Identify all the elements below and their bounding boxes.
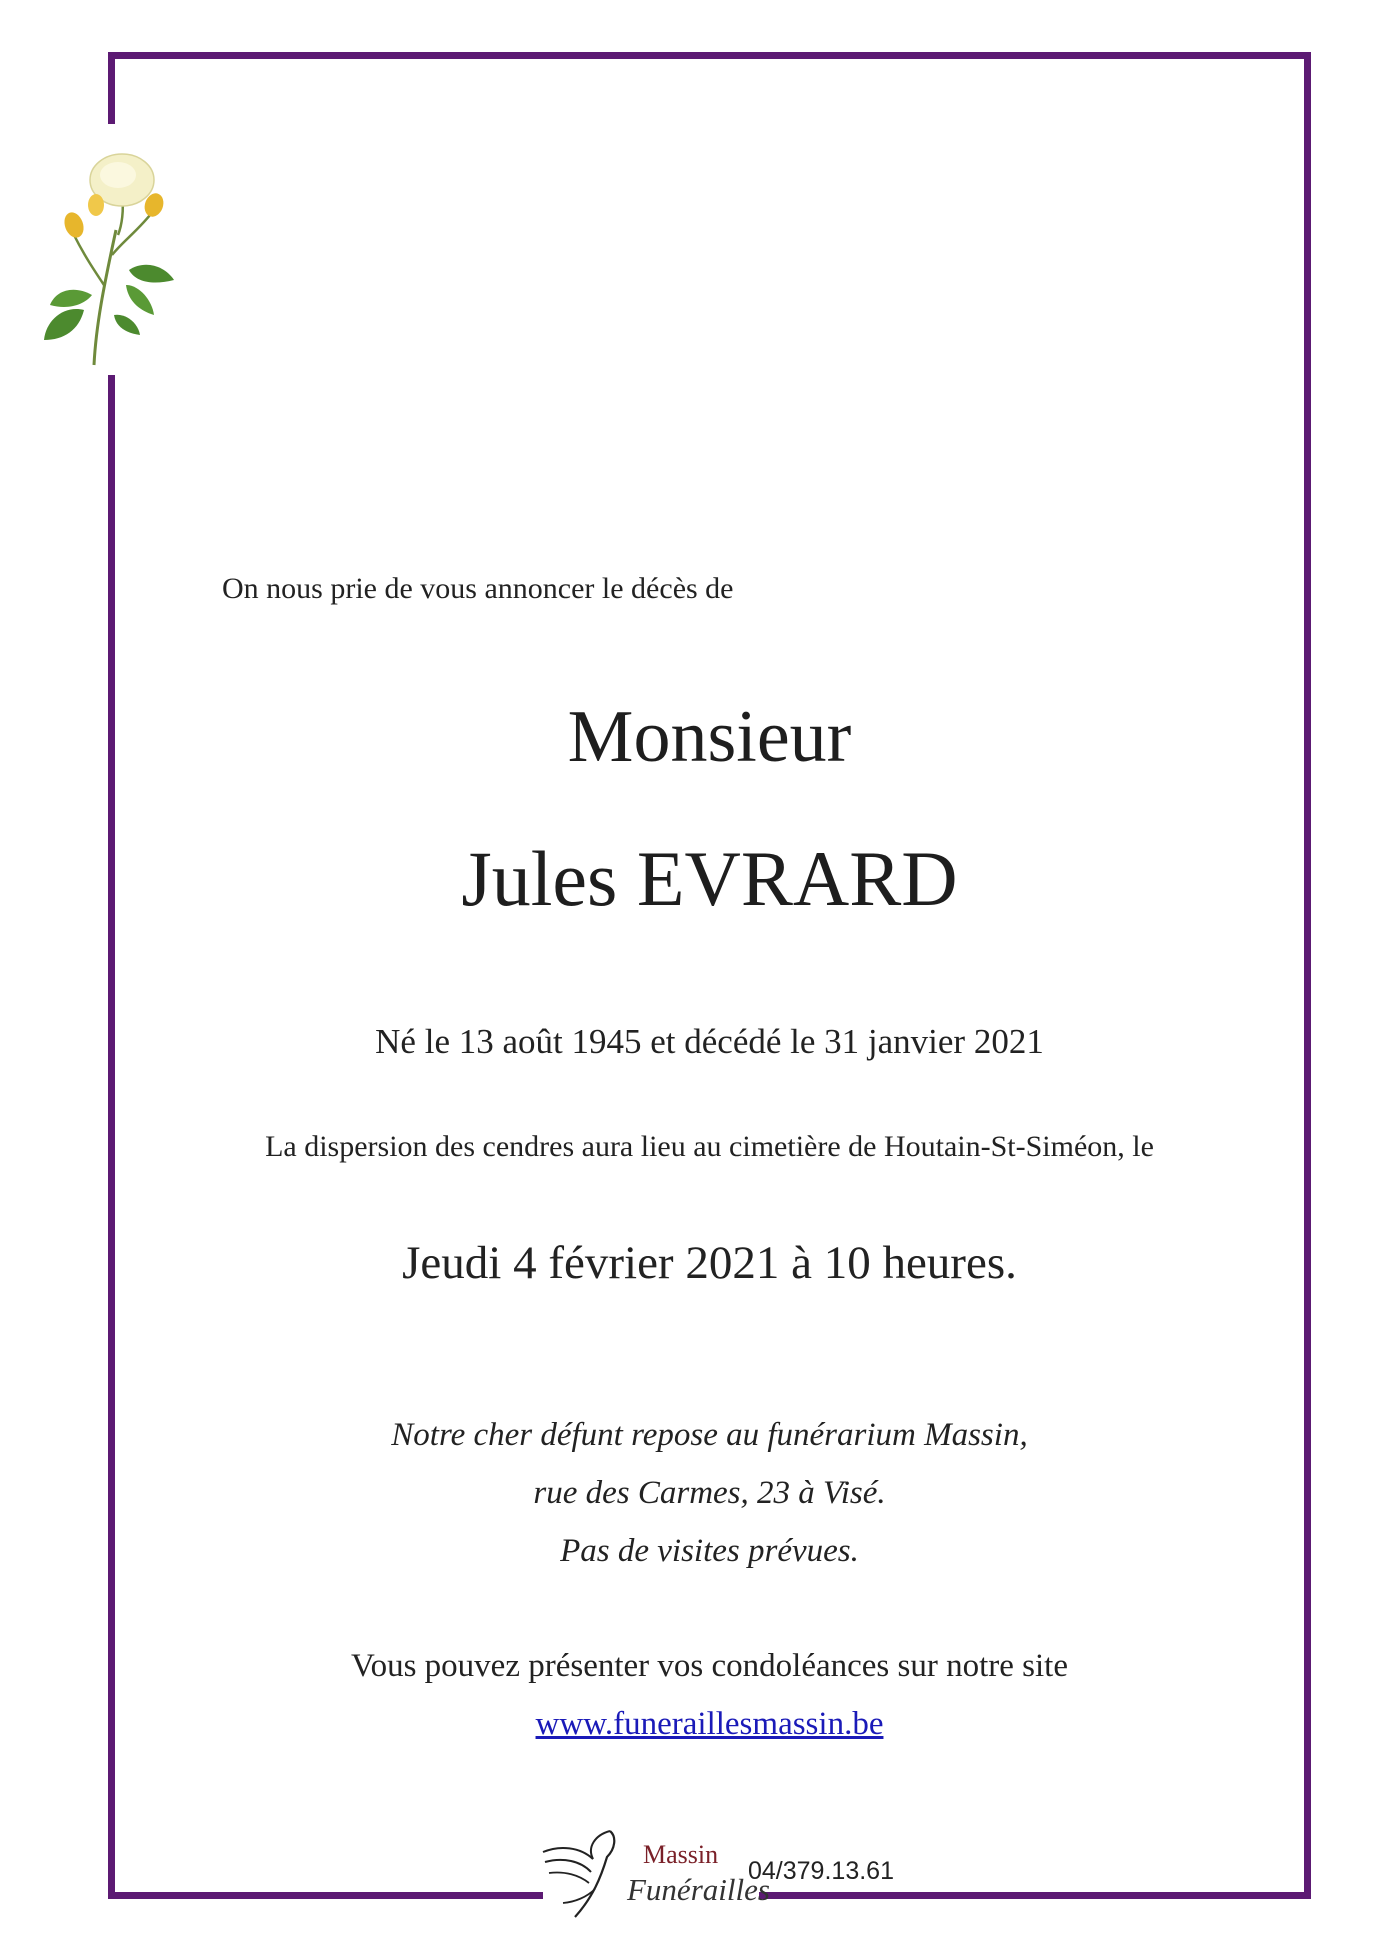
frame-top-border: [108, 52, 1311, 59]
frame-bottom-border-left: [108, 1892, 543, 1899]
phone-number: 04/379.13.61: [748, 1857, 894, 1885]
frame-bottom-border-right: [759, 1892, 1311, 1899]
funeral-home-logo: [535, 1817, 770, 1937]
rose-icon: [34, 135, 194, 375]
deceased-civility: Monsieur: [567, 696, 852, 778]
intro-text: On nous prie de vous annoncer le décès de: [222, 572, 734, 605]
website-link[interactable]: www.funeraillesmassin.be: [535, 1706, 884, 1742]
rest-line-2: rue des Carmes, 23 à Visé.: [533, 1475, 886, 1511]
dove-icon: [535, 1817, 625, 1927]
brand-name: Massin: [643, 1840, 719, 1869]
condolences-site: [115, 1706, 1304, 1743]
rest-line-3: Pas de visites prévues.: [560, 1533, 859, 1569]
rest-line-1: Notre cher défunt repose au funérarium Massin,: [391, 1417, 1028, 1453]
deceased-name: Jules EVRARD: [461, 835, 958, 922]
ceremony-text: La dispersion des cendres aura lieu au cimetière de Houtain-St-Siméon, le: [265, 1130, 1154, 1163]
frame-right-border: [1304, 52, 1311, 1899]
ceremony-schedule: Jeudi 4 février 2021 à 10 heures.: [402, 1237, 1017, 1289]
brand-subtitle: Funérailles: [627, 1872, 770, 1907]
frame-left-border-top: [108, 52, 115, 124]
life-dates: Né le 13 août 1945 et décédé le 31 janvier 2021: [375, 1022, 1044, 1061]
frame-left-border-bottom: [108, 375, 115, 1899]
condolences-text: Vous pouvez présenter vos condoléances sur notre site: [351, 1648, 1068, 1684]
